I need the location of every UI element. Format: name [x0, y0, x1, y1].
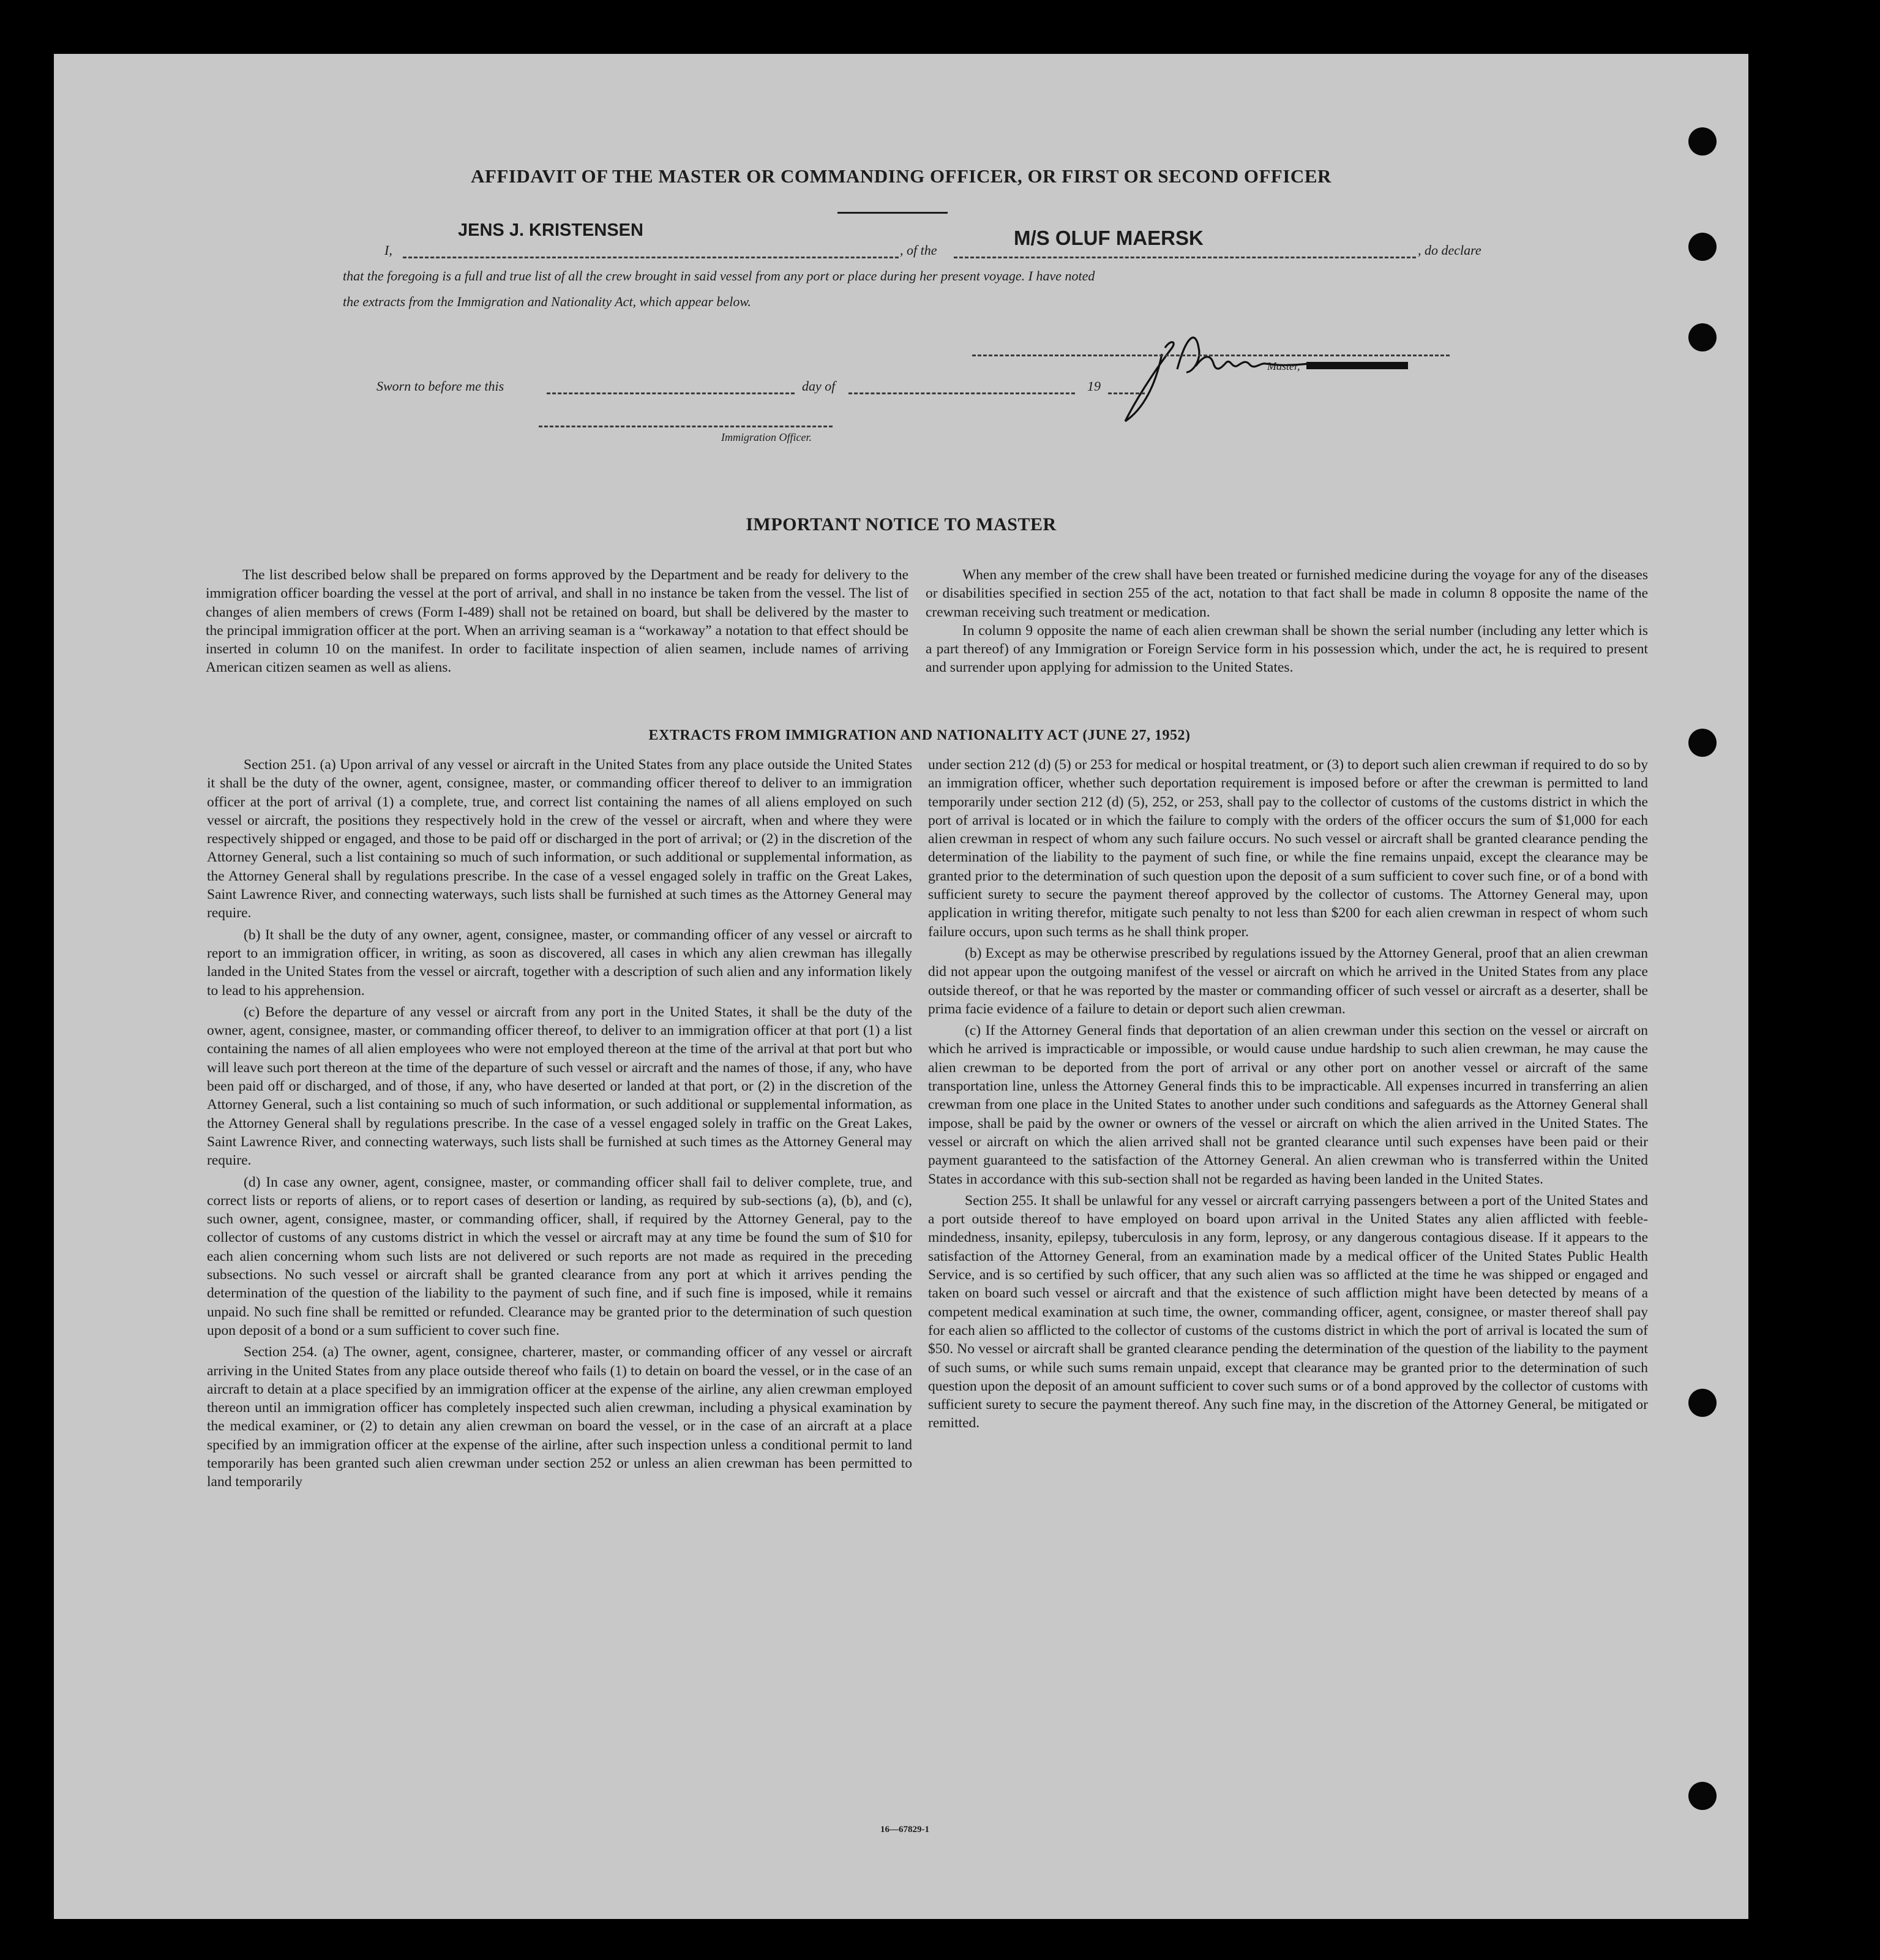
section-254c: (c) If the Attorney General finds that deportation of an alien crewman under this section on the vessel or aircraft on which he arrived is impracticable or impossible, or would cause undue hardship to such alien crewman, he may cause the alien crewman to be deported from the port of arrival or any other port on another vessel or aircraft of the same transportation line, unless the Attorney General finds this to be impracticable. All expenses incurred in transferring an alien crewman from one place in the United States to another under such conditions and safeguards as the Attorney General shall impose, shall be paid by the owner or owners of the vessel or aircraft on which the alien arrived in the United States. The vessel or aircraft on which the alien arrived shall not be granted clearance until such expenses have been paid or their payment guaranteed to the satisfaction of the Attorney General. An alien crewman who is transferred within the United States in accordance with this sub-section shall not be regarded as having been landed in the United States. [928, 1023, 1648, 1187]
master-signature [1064, 311, 1382, 427]
master-name-field: JENS J. KRISTENSEN [458, 220, 643, 240]
extracts-right-column [928, 756, 1648, 1436]
section-251d: (d) In case any owner, agent, consignee, master, or commanding officer shall fail to deliver complete, true, and correct lists or reports of aliens, or to report cases of desertion or landing, as required by sub-sections (a), (b), and (c), such owner, agent, consignee, master, or commanding officer, shall, if required by the Attorney General, pay to the collector of customs of any customs district in which the vessel or aircraft may at any time be found the sum of $10 for each alien concerning whom such lists are not delivered or such reports are not made as required in the preceding subsections. No such vessel or aircraft shall be granted clearance from any port at which it arrives pending the determination of the question of the liability to the payment of such fine, and if such fine is imposed, while it remains unpaid. No such fine shall be remitted or refunded. Clearance may be granted prior to the determination of such question upon deposit of a bond or a sum sufficient to cover such fine. [207, 1174, 912, 1339]
section-251b: (b) It shall be the duty of any owner, agent, consignee, master, or commanding officer of any vessel or aircraft to report to an immigration officer, in writing, as soon as discovered, all cases in which any alien crewman has illegally landed in the United States from the vessel or aircraft, together with a description of such alien and any information likely to lead to his apprehension. [207, 926, 912, 999]
section-251c: (c) Before the departure of any vessel or aircraft from any port in the United States, it shall be the duty of the owner, agent, consignee, master, or commanding officer thereof, to deliver to an immigration officer at that port (1) a list containing the names of all alien employees who were not employed thereon at the time of the arrival at that port but who will leave such port thereon at the time of the departure of such vessel or aircraft and the names of those, if any, who have been paid off or discharged, and of those, if any, who have deserted or landed at that port, or (2) in the discretion of the Attorney General, such a list containing so much of such information, or such additional or supplemental information, as the Attorney General shall by regulations prescribe. In the case of a vessel engaged solely in traffic on the Great Lakes, Saint Lawrence River, and connecting waterways, such lists shall be furnished at such times as the Attorney General may require. [207, 1004, 912, 1169]
vessel-field-line [954, 257, 1416, 258]
section-255: Section 255. It shall be unlawful for any vessel or aircraft carrying passengers between a port of the United States and a port outside thereof to have employed on board upon arrival in the United States any alien afflicted with feeble-mindedness, insanity, epilepsy, tuberculosis in any form, leprosy, or any dangerous contagious disease. If it appears to the satisfaction of the Attorney General, from an examination made by a medical officer of the United States Public Health Service, and is so certified by such officer, that any such alien was so afflicted at the time he was shipped or engaged and taken on board such vessel or aircraft and that the existence of such affliction might have been detected by means of a competent medical examination at such time, the owner, commanding officer, agent, consignee, or master thereof shall pay for each alien so afflicted to the collector of customs of the customs district in which the port of arrival is located the sum of $50. No vessel or aircraft shall be granted clearance pending the determination of the question of the liability to the payment of such sums, or while such sums remain unpaid, except that clearance may be granted prior to the determination of such question upon the deposit of an amount sufficient to cover such sums or of a bond approved by the collector of customs with sufficient surety to secure the payment thereof. Any such fine may, in the discretion of the Attorney General, be mitigated or remitted. [928, 1192, 1648, 1432]
immigration-officer-label: Immigration Officer. [721, 431, 812, 443]
year-label: 19 [1087, 378, 1101, 394]
sworn-year-line [1108, 392, 1145, 394]
punch-hole [1688, 1782, 1717, 1810]
i-label: I, [384, 242, 392, 258]
of-the-label: , of the [900, 242, 937, 258]
notice-right-paragraph-1: When any member of the crew shall have been treated or furnished medicine during the voyage for any of the diseases or disabilities specified in section 255 of the act, notation to that fact shall be made in column 8 opposite the name of the crewman receiving such treatment or medication. [926, 567, 1648, 620]
punch-hole [1688, 1389, 1717, 1417]
punch-hole [1688, 323, 1717, 351]
section-251a: Section 251. (a) Upon arrival of any vessel or aircraft in the United States from any place outside the United States it shall be the duty of the owner, agent, consignee, master, or commanding officer thereof to deliver to an immigration officer at the port of arrival (1) a complete, true, and correct list containing the names of all aliens employed on such vessel or aircraft, the positions they respectively hold in the crew of the vessel or aircraft, when and where they were respectively shipped or engaged, and those to be paid off or discharged in the port of arrival; or (2) in the discretion of the Attorney General, such a list containing so much of such information, or such additional or supplemental information, as the Attorney General shall by regulations prescribe. In the case of a vessel engaged solely in traffic on the Great Lakes, Saint Lawrence River, and connecting waterways, such lists shall be furnished at such times as the Attorney General may require. [207, 757, 912, 922]
master-label: Master, [1267, 360, 1300, 372]
notice-left-text [206, 566, 908, 677]
extracts-left-column [207, 756, 912, 1495]
affidavit-title: AFFIDAVIT OF THE MASTER OR COMMANDING OFFICER, OR FIRST OR SECOND OFFICER [471, 165, 1331, 187]
declaration-line-2: the extracts from the Immigration and Nationality Act, which appear below. [343, 294, 751, 309]
do-declare-label: , do declare [1418, 242, 1481, 258]
punch-hole [1688, 127, 1717, 156]
signature-line [972, 355, 1450, 356]
section-254a-continued: under section 212 (d) (5) or 253 for medical or hospital treatment, or (3) to deport such alien crewman if required to do so by an immigration officer, whether such deportation requirement is imposed before or after the crewman is permitted to land temporarily under section 212 (d) (5), 252, or 253, shall pay to the collector of customs of the customs district in which the port of arrival is located or in which the failure to comply with the orders of the officer occurs the sum of $1,000 for each alien crewman in respect of whom any such failure occurs. No such vessel or aircraft shall be granted clearance pending the determination of the liability to the payment of such fine, or while the fine remains unpaid, except the clearance may be granted prior to the determination of such question upon the deposit of a sum sufficient to cover such fine, or of a bond with sufficient surety to secure the payment thereof approved by the collector of customs. The Attorney General may, upon application in writing therefor, mitigate such penalty to not less than $200 for each alien crewman in respect of whom such failure occurs, upon such terms as he shall think proper. [928, 757, 1648, 940]
day-of-label: day of [802, 378, 836, 394]
sworn-day-line [547, 392, 795, 394]
vessel-name-field: M/S OLUF MAERSK [1014, 227, 1204, 249]
section-254a: Section 254. (a) The owner, agent, consignee, charterer, master, or commanding officer of any vessel or aircraft arriving in the United States from any place outside thereof who fails (1) to detain on board the vessel, or in the case of an aircraft to detain at a place specified by an immigration officer at the expense of the airline, any alien crewman employed thereon until an immigration officer has completely inspected such alien crewman, including a physical examination by the medical examiner, or (2) to detain any alien crewman on board the vessel, or in the case of an aircraft at a place specified by an immigration officer at the expense of the airline, after such inspection unless a conditional permit to land temporarily has been granted such alien crewman under section 252 or unless an alien crewman has been permitted to land temporarily [207, 1344, 912, 1490]
redaction-mark [1306, 362, 1408, 369]
officer-signature-line [539, 426, 833, 427]
notice-right-text [926, 566, 1648, 677]
extracts-title: EXTRACTS FROM IMMIGRATION AND NATIONALITY ACT (JUNE 27, 1952) [648, 727, 1191, 743]
title-rule [837, 212, 948, 214]
notice-right-paragraph-2: In column 9 opposite the name of each alien crewman shall be shown the serial number (including any letter which is a part thereof) of any Immigration or Foreign Service form in his possession which, under the act, he is required to present and surrender upon applying for admission to the United States. [926, 622, 1648, 676]
declaration-line-1: that the foregoing is a full and true list of all the crew brought in said vessel from any port or place during her present voyage. I have noted [343, 268, 1095, 283]
document-page [54, 54, 1748, 1919]
notice-title: IMPORTANT NOTICE TO MASTER [746, 514, 1057, 535]
punch-hole [1688, 233, 1717, 261]
form-number: 16—67829-1 [880, 1825, 929, 1834]
sworn-label: Sworn to before me this [376, 378, 504, 394]
sworn-month-line [848, 392, 1075, 394]
notice-left-paragraph: The list described below shall be prepared on forms approved by the Department and be ready for delivery to the immigration officer boarding the vessel at the port of arrival, and shall in no instance be taken from the vessel. The list of changes of alien members of crews (Form I-489) shall not be retained on board, but shall be delivered by the master to the principal immigration officer at the port. When an arriving seaman is a “workaway” a notation to that effect should be inserted in column 10 on the manifest. In order to facilitate inspection of alien seamen, include names of arriving American citizen seamen as well as aliens. [206, 567, 908, 676]
section-254b: (b) Except as may be otherwise prescribed by regulations issued by the Attorney General, proof that an alien crewman did not appear upon the outgoing manifest of the vessel or aircraft on which he arrived in the United States from any place outside thereof, or that he was reported by the master or commanding officer of such vessel or aircraft as a deserter, shall be prima facie evidence of a failure to detain or deport such alien crewman. [928, 945, 1648, 1017]
name-field-line [403, 257, 899, 258]
